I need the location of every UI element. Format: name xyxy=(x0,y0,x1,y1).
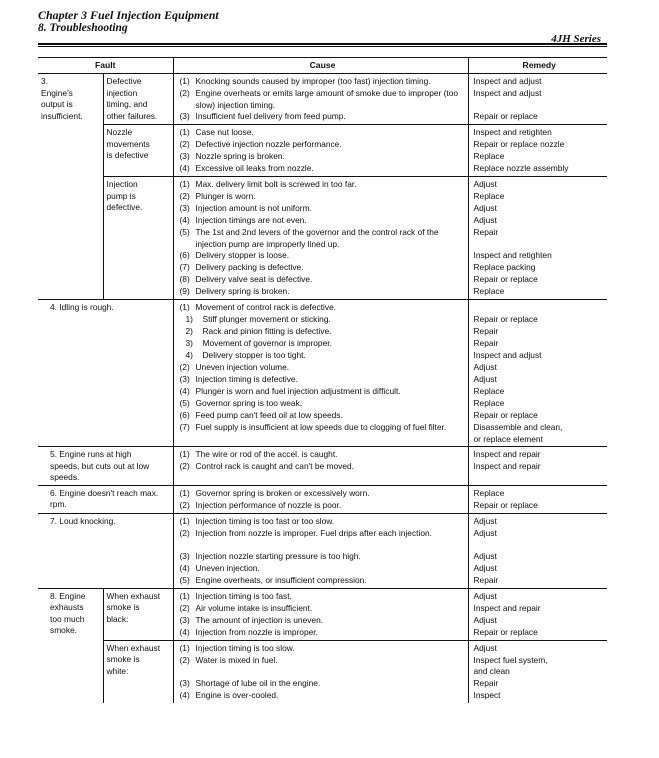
fault-subcategory-line: other failures. xyxy=(106,110,158,121)
fault-title-line: exhausts xyxy=(50,602,84,612)
remedy-text: Replace nozzle assembly xyxy=(473,163,569,173)
cause-number: (2) xyxy=(179,461,190,471)
cause-item xyxy=(180,627,465,639)
remedy-item xyxy=(474,374,605,386)
cause-number: (4) xyxy=(179,626,190,637)
fault-title-line: Engine's xyxy=(41,87,73,98)
remedy-item xyxy=(474,615,605,627)
remedy-item xyxy=(474,286,605,298)
cause-item xyxy=(180,203,465,215)
cause-item xyxy=(180,326,465,338)
remedy-text xyxy=(474,100,605,112)
cause-item xyxy=(180,461,465,473)
cause-item xyxy=(180,151,465,163)
cause-number: (5) xyxy=(179,574,190,585)
remedy-cell xyxy=(468,300,607,447)
remedy-item xyxy=(474,215,605,227)
fault-subcategory-line: defective. xyxy=(106,202,143,212)
cause-item xyxy=(180,127,465,139)
troubleshooting-table xyxy=(38,57,607,703)
cause-cell xyxy=(173,513,468,588)
cause-item xyxy=(180,655,465,678)
cause-text: Uneven injection volume. xyxy=(195,362,290,372)
cause-text: Injection nozzle starting pressure is too high. xyxy=(195,550,361,561)
cause-number: (2) xyxy=(179,139,190,149)
cause-column-header: Cause xyxy=(173,58,468,74)
cause-item xyxy=(180,227,465,250)
remedy-text: Replace xyxy=(473,398,505,408)
cause-text: Plunger is worn. xyxy=(195,191,256,201)
fault-subcategory-line: pump is xyxy=(106,190,136,201)
cause-cell xyxy=(173,447,468,486)
cause-text: Injection amount is not uniform. xyxy=(195,203,312,213)
cause-number: 1) xyxy=(185,314,193,324)
cause-text: Fuel supply is insufficient at low speeds due to clogging of fuel filter. xyxy=(195,422,447,432)
cause-item xyxy=(180,274,465,286)
cause-text: Plunger is worn and fuel injection adjustment is difficult. xyxy=(195,386,401,396)
remedy-item xyxy=(474,302,605,314)
header-rule xyxy=(38,43,607,45)
cause-item xyxy=(180,76,465,88)
remedy-item xyxy=(474,551,605,563)
remedy-text: Repair or replace xyxy=(473,274,538,284)
cause-text: Control rack is caught and can't be moved. xyxy=(195,461,354,471)
remedy-text: Disassemble and clean, xyxy=(473,422,563,432)
table-row xyxy=(38,447,607,486)
remedy-item xyxy=(474,111,605,123)
cause-item xyxy=(180,563,465,575)
cause-text: Injection timing is too fast or too slow. xyxy=(195,515,335,526)
cause-item xyxy=(180,302,465,314)
cause-text: Excessive oil leaks from nozzle. xyxy=(195,163,314,173)
remedy-text: Repair or replace xyxy=(473,314,538,324)
cause-number: (4) xyxy=(179,386,190,396)
cause-item xyxy=(180,575,465,587)
cause-text: Air volume intake is insufficient. xyxy=(195,602,313,613)
remedy-item xyxy=(474,603,605,615)
section-title: 8. Troubleshooting xyxy=(38,22,128,34)
cause-number: (5) xyxy=(179,227,190,237)
remedy-text: Adjust xyxy=(473,590,497,601)
remedy-text xyxy=(474,302,605,314)
remedy-item xyxy=(474,127,605,139)
cause-item xyxy=(180,179,465,191)
cause-number: (6) xyxy=(179,250,190,260)
remedy-text: Replace xyxy=(473,191,505,201)
cause-item xyxy=(180,374,465,386)
remedy-item xyxy=(474,163,605,175)
cause-text: Water is mixed in fuel. xyxy=(195,654,278,665)
cause-text: Delivery stopper is loose. xyxy=(195,250,290,260)
table-row xyxy=(38,74,607,125)
remedy-column-header: Remedy xyxy=(468,58,607,74)
remedy-text: Repair xyxy=(473,574,499,585)
remedy-cell xyxy=(468,588,607,640)
table-row xyxy=(38,485,607,513)
cause-text: Injection timings are not even. xyxy=(195,215,307,225)
remedy-item xyxy=(474,398,605,410)
remedy-text: Inspect fuel system, xyxy=(473,654,548,665)
cause-number: (2) xyxy=(179,362,190,372)
remedy-item xyxy=(474,350,605,362)
remedy-cell xyxy=(468,125,607,177)
fault-title-cell xyxy=(38,74,103,300)
fault-title-cell: 7. Loud knocking. xyxy=(38,513,173,588)
fault-subcategory-line: Injection xyxy=(106,179,138,189)
remedy-item xyxy=(474,678,605,690)
cause-number: (3) xyxy=(179,203,190,213)
remedy-text: Repair xyxy=(473,338,499,348)
cause-item xyxy=(180,678,465,690)
cause-text: Engine overheats, or insufficient compression. xyxy=(195,574,367,585)
cause-text: Nozzle spring is broken. xyxy=(195,151,285,161)
cause-number: (3) xyxy=(179,374,190,384)
cause-item xyxy=(180,398,465,410)
remedy-text xyxy=(474,539,605,551)
fault-subcategory-line: smoke is xyxy=(106,654,140,664)
cause-item xyxy=(180,410,465,422)
cause-text: Injection timing is too fast. xyxy=(195,590,292,601)
cause-text: Governor spring is too weak. xyxy=(195,398,303,408)
fault-title-line: 8. Engine xyxy=(50,590,86,601)
cause-number: (4) xyxy=(179,562,190,573)
cause-number: (1) xyxy=(179,302,190,312)
cause-number: (5) xyxy=(179,398,190,408)
cause-text: Engine overheats or emits large amount of smoke due to improper (too slow) injection timing. xyxy=(195,88,459,110)
fault-subcategory-line: smoke is xyxy=(106,602,140,612)
remedy-item xyxy=(474,338,605,350)
remedy-item xyxy=(474,139,605,151)
remedy-text: Inspect xyxy=(473,689,501,700)
cause-number: 3) xyxy=(185,338,193,348)
cause-text: Uneven injection. xyxy=(195,562,260,573)
cause-item xyxy=(180,111,465,123)
remedy-text: Repair or replace xyxy=(473,410,538,420)
cause-number: (1) xyxy=(179,127,190,137)
cause-number: (4) xyxy=(179,215,190,225)
cause-item xyxy=(180,551,465,563)
cause-item xyxy=(180,191,465,203)
remedy-item xyxy=(474,314,605,326)
cause-item xyxy=(180,500,465,512)
cause-item xyxy=(180,338,465,350)
remedy-item xyxy=(474,690,605,702)
cause-item xyxy=(180,215,465,227)
remedy-text: Inspect and repair xyxy=(473,602,541,613)
cause-number: (2) xyxy=(179,654,190,665)
remedy-text: Inspect and adjust xyxy=(473,76,542,86)
cause-text: Case nut loose. xyxy=(195,127,254,137)
fault-subcategory-cell xyxy=(103,588,173,640)
cause-number: (1) xyxy=(179,515,190,526)
cause-text: The amount of injection is uneven. xyxy=(195,614,324,625)
remedy-text xyxy=(474,239,605,251)
remedy-text: Adjust xyxy=(473,515,497,526)
cause-text: Feed pump can't feed oil at low speeds. xyxy=(195,410,343,420)
cause-cell xyxy=(173,74,468,125)
cause-item xyxy=(180,449,465,461)
cause-text: Injection timing is defective. xyxy=(195,374,298,384)
remedy-item xyxy=(474,76,605,88)
remedy-text: Adjust xyxy=(473,562,497,573)
remedy-text: Repair or replace xyxy=(473,111,538,121)
fault-subcategory-cell xyxy=(103,125,173,177)
fault-subcategory-line: black: xyxy=(106,613,129,624)
remedy-item xyxy=(474,88,605,111)
fault-subcategory-line: When exhaust xyxy=(106,642,161,653)
table-row xyxy=(38,513,607,588)
remedy-text: Adjust xyxy=(473,362,497,372)
remedy-text: Inspect and retighten xyxy=(473,127,552,137)
cause-item xyxy=(180,314,465,326)
cause-item xyxy=(180,362,465,374)
cause-number: (7) xyxy=(179,262,190,272)
fault-title-cell: 4. Idling is rough. xyxy=(38,300,173,447)
cause-number: (9) xyxy=(179,286,190,296)
fault-title-cell: 6. Engine doesn't reach max. rpm. xyxy=(38,485,173,513)
remedy-item xyxy=(474,386,605,398)
cause-text: Engine is over-cooled. xyxy=(195,689,279,700)
remedy-item xyxy=(474,563,605,575)
cause-number: (2) xyxy=(179,191,190,201)
remedy-text: or replace element xyxy=(473,433,543,444)
cause-item xyxy=(180,615,465,627)
cause-item xyxy=(180,250,465,262)
cause-text: Movement of governor is improper. xyxy=(202,338,332,348)
fault-subcategory-line: is defective xyxy=(106,150,149,160)
cause-number: (4) xyxy=(179,163,190,173)
chapter-title: Chapter 3 Fuel Injection Equipment xyxy=(38,8,219,22)
fault-subcategory-line: injection xyxy=(106,87,138,98)
remedy-text: Inspect and repair xyxy=(473,449,541,459)
table-row xyxy=(38,125,607,177)
cause-item xyxy=(180,488,465,500)
remedy-text: Repair xyxy=(473,326,499,336)
cause-text: Delivery valve seat is defective. xyxy=(195,274,313,284)
fault-subcategory-line: When exhaust xyxy=(106,590,161,601)
remedy-text: Adjust xyxy=(473,179,497,189)
remedy-cell xyxy=(468,74,607,125)
cause-text: Injection performance of nozzle is poor. xyxy=(195,499,342,510)
cause-number: (1) xyxy=(179,179,190,189)
cause-item xyxy=(180,643,465,655)
remedy-text: and clean xyxy=(473,666,510,676)
cause-number: (3) xyxy=(179,151,190,161)
remedy-item xyxy=(474,227,605,250)
table-row xyxy=(38,588,607,640)
remedy-item xyxy=(474,203,605,215)
remedy-item xyxy=(474,422,605,445)
remedy-text: Inspect and adjust xyxy=(473,88,542,98)
cause-text: Max. delivery limit bolt is screwed in too far. xyxy=(195,179,357,189)
cause-item xyxy=(180,386,465,398)
cause-item xyxy=(180,262,465,274)
cause-number: (8) xyxy=(179,274,190,284)
remedy-text: Adjust xyxy=(473,614,497,625)
remedy-text: Repair xyxy=(473,227,499,237)
cause-number: (1) xyxy=(179,642,190,653)
cause-number: (3) xyxy=(179,614,190,625)
remedy-cell xyxy=(468,177,607,300)
remedy-text: Replace xyxy=(473,487,505,498)
table-row xyxy=(38,177,607,300)
remedy-item xyxy=(474,528,605,551)
cause-text: The 1st and 2nd levers of the governor and the control rack of the injection pump are improperly lined up. xyxy=(195,227,439,249)
cause-number: (1) xyxy=(179,590,190,601)
remedy-text: Inspect and adjust xyxy=(473,350,542,360)
cause-item xyxy=(180,591,465,603)
cause-item xyxy=(180,516,465,528)
remedy-text: Adjust xyxy=(473,550,497,561)
cause-cell xyxy=(173,125,468,177)
cause-cell xyxy=(173,300,468,447)
cause-item xyxy=(180,422,465,445)
remedy-item xyxy=(474,449,605,461)
table-row xyxy=(38,640,607,703)
remedy-item xyxy=(474,151,605,163)
remedy-text: Inspect and retighten xyxy=(473,250,552,260)
cause-number: (7) xyxy=(179,422,190,432)
table-row xyxy=(38,300,607,447)
remedy-item xyxy=(474,191,605,203)
cause-text: Shortage of lube oil in the engine. xyxy=(195,677,321,688)
remedy-item xyxy=(474,627,605,639)
fault-subcategory-line: Defective xyxy=(106,76,142,86)
cause-item xyxy=(180,139,465,151)
remedy-text: Adjust xyxy=(473,203,497,213)
cause-text: Delivery stopper is too tight. xyxy=(202,350,306,360)
cause-number: (1) xyxy=(179,449,190,459)
fault-title-line: insufficient. xyxy=(41,110,83,121)
cause-number: (3) xyxy=(179,677,190,688)
remedy-text: Replace xyxy=(473,286,505,296)
fault-subcategory-cell xyxy=(103,640,173,703)
cause-text: The wire or rod of the accel. is caught. xyxy=(195,449,338,459)
cause-number: (4) xyxy=(179,689,190,700)
table-body xyxy=(38,74,607,703)
remedy-item xyxy=(474,461,605,473)
cause-item xyxy=(180,528,465,551)
cause-item xyxy=(180,350,465,362)
remedy-text: Replace packing xyxy=(473,262,536,272)
remedy-item xyxy=(474,262,605,274)
cause-item xyxy=(180,603,465,615)
remedy-item xyxy=(474,488,605,500)
remedy-item xyxy=(474,274,605,286)
fault-title-cell: 5. Engine runs at high speeds, but cuts out at low speeds. xyxy=(38,447,173,486)
remedy-item xyxy=(474,362,605,374)
fault-title-line: 3. xyxy=(41,76,48,86)
remedy-text: Repair or replace xyxy=(473,499,538,510)
cause-item xyxy=(180,690,465,702)
cause-item xyxy=(180,88,465,111)
cause-number: 4) xyxy=(185,350,193,360)
cause-number: (3) xyxy=(179,111,190,121)
cause-number: (1) xyxy=(179,487,190,498)
cause-cell xyxy=(173,485,468,513)
remedy-item xyxy=(474,250,605,262)
remedy-item xyxy=(474,326,605,338)
cause-text: Delivery packing is defective. xyxy=(195,262,304,272)
cause-text: Delivery spring is broken. xyxy=(195,286,290,296)
remedy-item xyxy=(474,643,605,655)
remedy-text: Repair xyxy=(473,677,499,688)
cause-text: Insufficient fuel delivery from feed pump. xyxy=(195,111,346,121)
cause-cell xyxy=(173,640,468,703)
cause-text: Injection from nozzle is improper. Fuel drips after each injection. xyxy=(195,527,432,538)
cause-number: (6) xyxy=(179,410,190,420)
remedy-item xyxy=(474,575,605,587)
remedy-text: Inspect and repair xyxy=(473,461,541,471)
remedy-item xyxy=(474,655,605,678)
cause-text: Stiff plunger movement or sticking. xyxy=(202,314,331,324)
remedy-cell xyxy=(468,513,607,588)
cause-text: Injection timing is too slow. xyxy=(195,642,295,653)
cause-text: Governor spring is broken or excessively worn. xyxy=(195,487,370,498)
cause-item xyxy=(180,163,465,175)
cause-number: (2) xyxy=(179,527,190,538)
fault-title-cell xyxy=(38,588,103,703)
header-rule-thin xyxy=(38,46,607,47)
remedy-text: Adjust xyxy=(473,642,497,653)
remedy-text: Adjust xyxy=(473,527,497,538)
remedy-text: Replace xyxy=(473,151,505,161)
fault-subcategory-line: white: xyxy=(106,665,129,676)
remedy-item xyxy=(474,591,605,603)
cause-text: Movement of control rack is defective. xyxy=(195,302,337,312)
fault-subcategory-cell xyxy=(103,177,173,300)
remedy-text: Repair or replace nozzle xyxy=(473,139,565,149)
fault-subcategory-line: movements xyxy=(106,138,150,149)
remedy-text: Repair or replace xyxy=(473,626,538,637)
cause-number: (3) xyxy=(179,550,190,561)
remedy-text: Adjust xyxy=(473,215,497,225)
fault-subcategory-line: Nozzle xyxy=(106,127,133,137)
cause-number: (2) xyxy=(179,499,190,510)
remedy-item xyxy=(474,516,605,528)
series-label: 4JH Series xyxy=(551,33,601,45)
remedy-cell xyxy=(468,640,607,703)
cause-number: (2) xyxy=(179,602,190,613)
fault-subcategory-cell xyxy=(103,74,173,125)
remedy-item xyxy=(474,500,605,512)
cause-item xyxy=(180,286,465,298)
cause-text: Injection from nozzle is improper. xyxy=(195,626,318,637)
cause-cell xyxy=(173,177,468,300)
remedy-item xyxy=(474,410,605,422)
fault-column-header: Fault xyxy=(38,58,173,74)
remedy-text: Replace xyxy=(473,386,505,396)
cause-text: Defective injection nozzle performance. xyxy=(195,139,342,149)
table-header-row xyxy=(38,58,607,74)
cause-number: (2) xyxy=(179,88,190,98)
cause-text: Rack and pinion fitting is defective. xyxy=(202,326,332,336)
cause-number: 2) xyxy=(185,326,193,336)
remedy-item xyxy=(474,179,605,191)
cause-number: (1) xyxy=(179,76,190,86)
fault-title-line: smoke. xyxy=(50,625,77,635)
remedy-cell xyxy=(468,485,607,513)
remedy-text: Adjust xyxy=(473,374,497,384)
cause-text: Knocking sounds caused by improper (too fast) injection timing. xyxy=(195,76,431,86)
fault-title-line: output is xyxy=(41,99,73,109)
fault-subcategory-line: timing, and xyxy=(106,99,148,109)
remedy-cell xyxy=(468,447,607,486)
cause-cell xyxy=(173,588,468,640)
fault-title-line: too much xyxy=(50,613,85,624)
